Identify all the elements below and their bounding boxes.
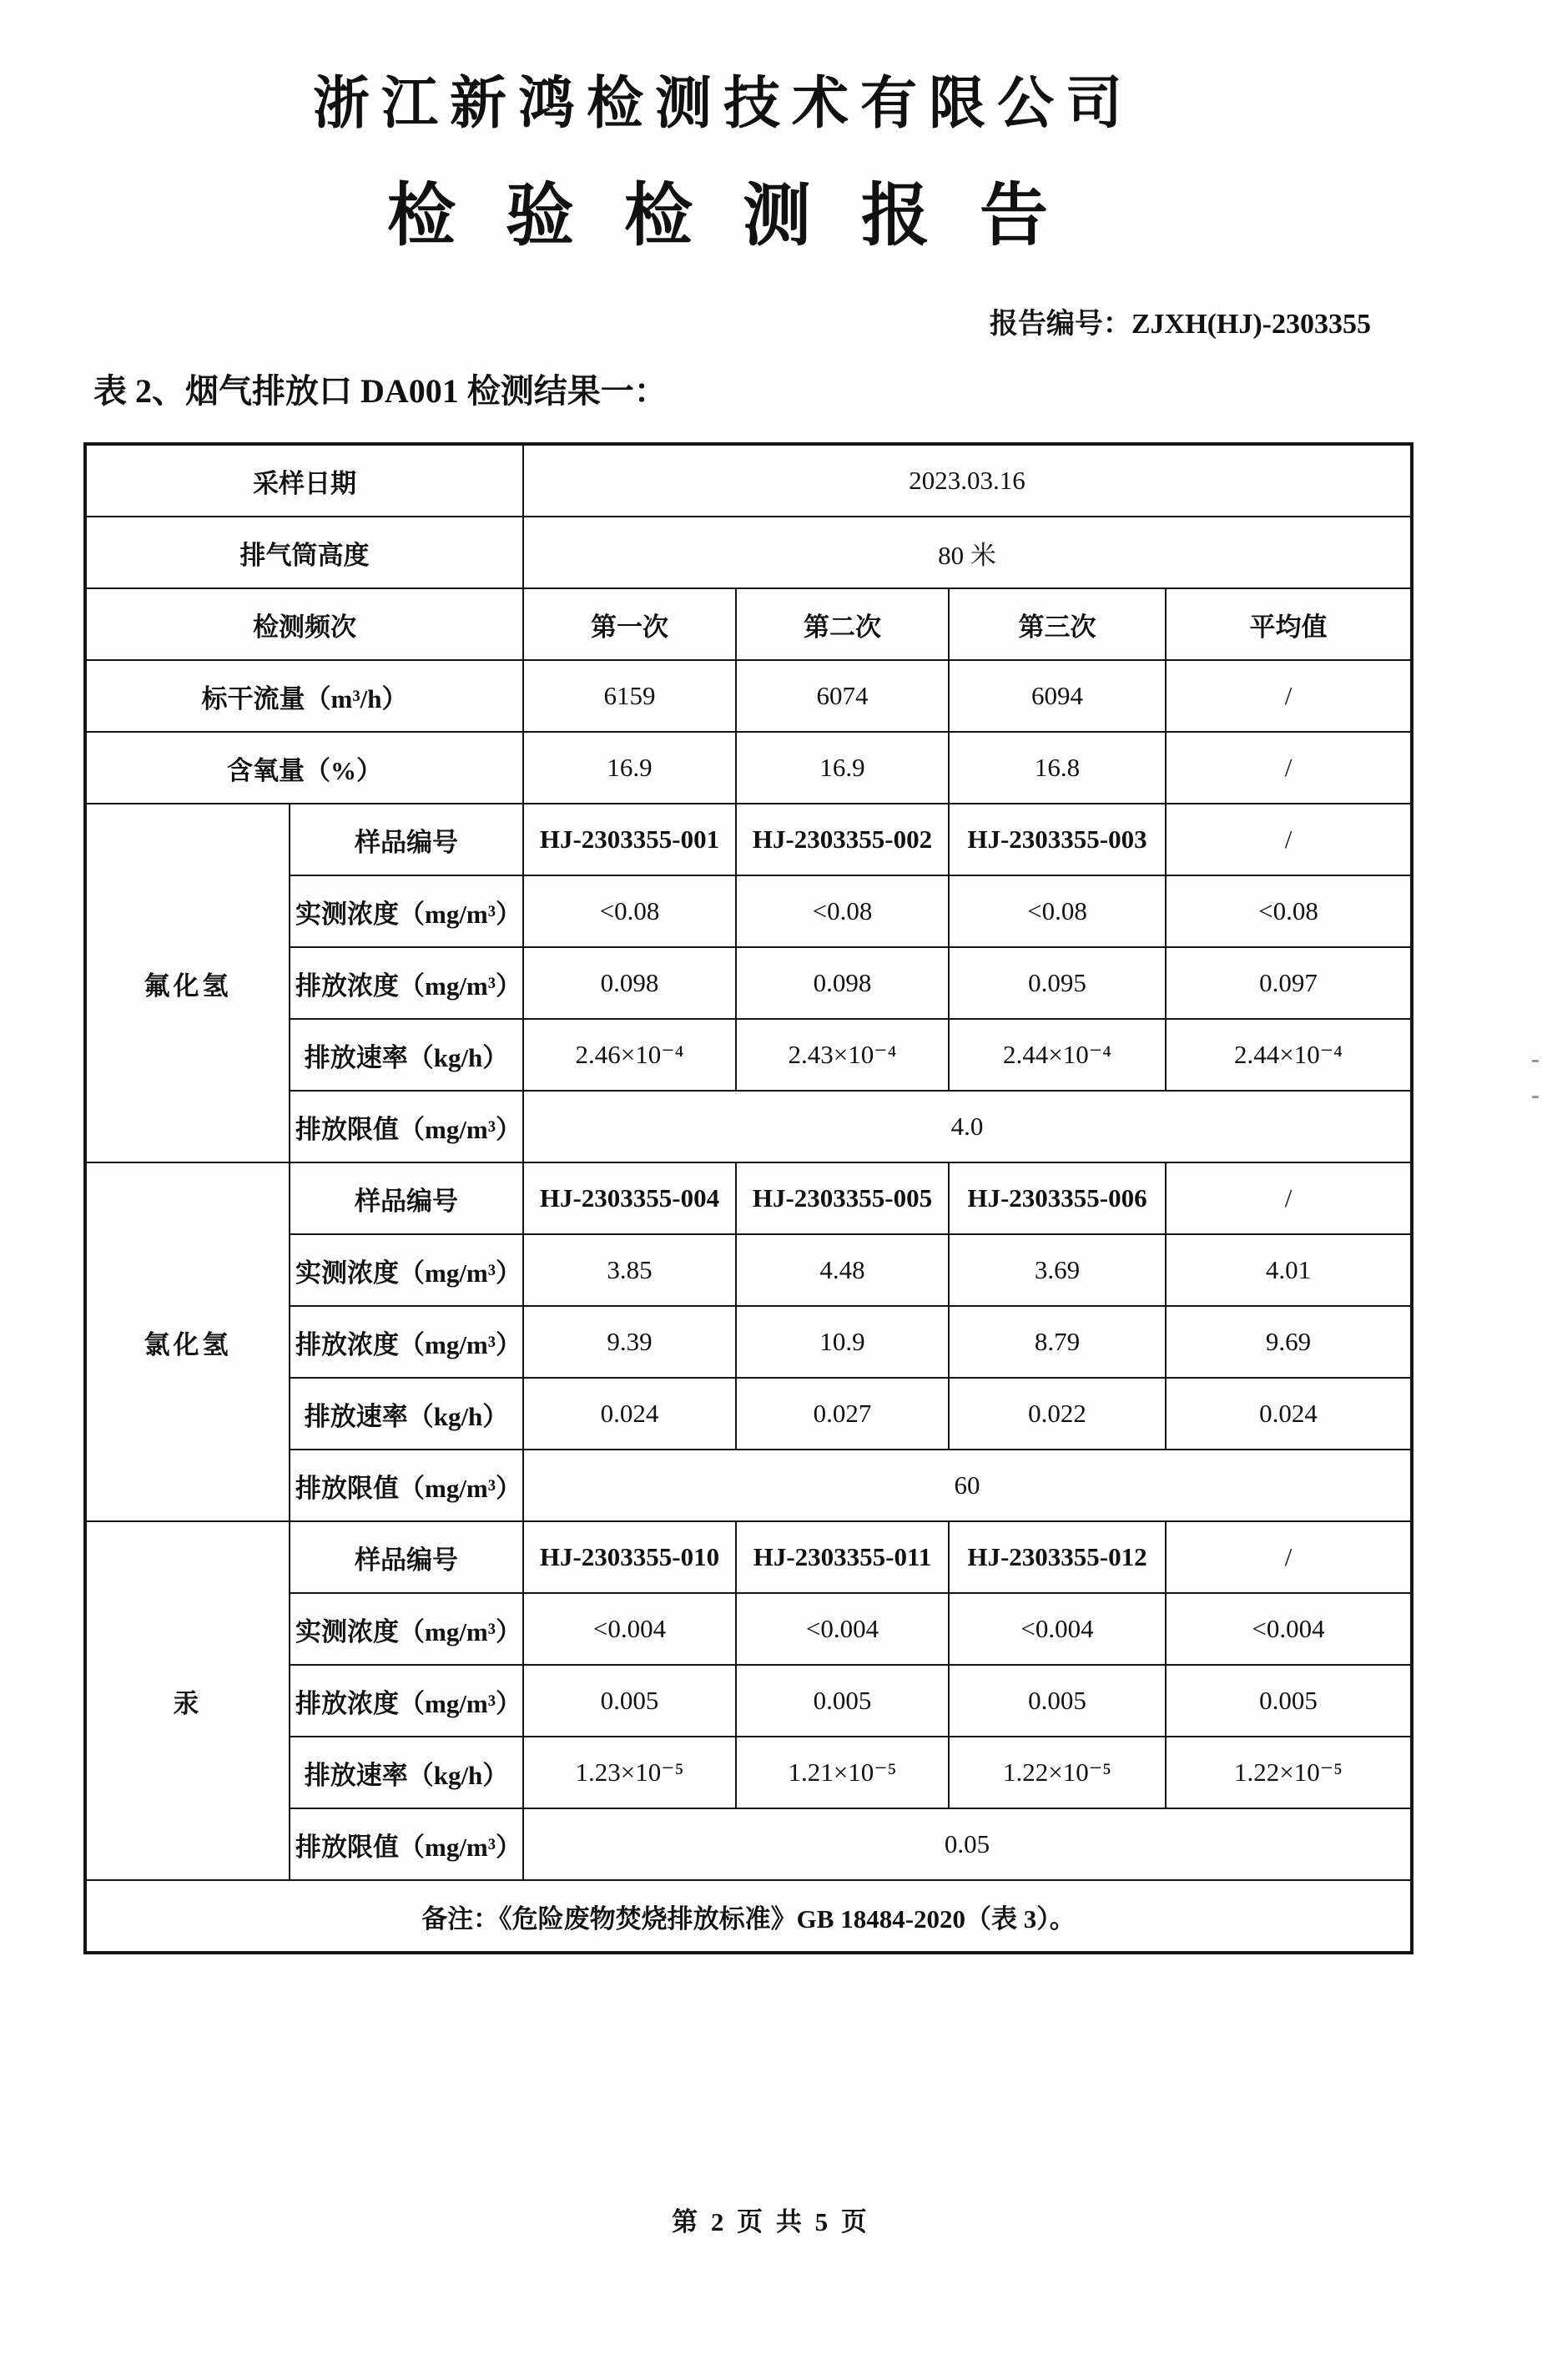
hcl-sample-id-avg: / [1166, 1162, 1412, 1234]
company-name: 浙江新鸿检测技术有限公司 [312, 72, 1134, 135]
hg-sample-id-2: HJ-2303355-011 [736, 1521, 949, 1593]
hf-emission-rate-1: 2.46×10⁻⁴ [523, 1019, 736, 1091]
hg-measured-1: <0.004 [523, 1593, 736, 1665]
hg-emission-rate-label: 排放速率（kg/h） [290, 1737, 523, 1808]
hcl-emission-conc-label: 排放浓度（mg/m³） [290, 1306, 523, 1378]
hf-limit-value: 4.0 [523, 1091, 1412, 1162]
hf-sample-id-1: HJ-2303355-001 [523, 804, 736, 875]
table-row [85, 660, 1412, 732]
hg-emission-conc-avg: 0.005 [1166, 1665, 1412, 1737]
hf-measured-2: <0.08 [736, 875, 949, 947]
hg-emission-rate-3: 1.22×10⁻⁵ [949, 1737, 1166, 1808]
hcl-sample-id-2: HJ-2303355-005 [736, 1162, 949, 1234]
hf-emission-rate-label: 排放速率（kg/h） [290, 1019, 523, 1091]
report-header [0, 0, 1542, 259]
hf-emission-rate-avg: 2.44×10⁻⁴ [1166, 1019, 1412, 1091]
hcl-emission-rate-1: 0.024 [523, 1378, 736, 1450]
hcl-measured-label: 实测浓度（mg/m³） [290, 1234, 523, 1306]
hf-sample-id-avg: / [1166, 804, 1412, 875]
hcl-emission-conc-3: 8.79 [949, 1306, 1166, 1378]
hg-sample-id-label: 样品编号 [290, 1521, 523, 1593]
hg-measured-2: <0.004 [736, 1593, 949, 1665]
hcl-measured-avg: 4.01 [1166, 1234, 1412, 1306]
hcl-emission-conc-1: 9.39 [523, 1306, 736, 1378]
table-row [85, 517, 1412, 588]
hf-measured-1: <0.08 [523, 875, 736, 947]
hf-emission-conc-2: 0.098 [736, 947, 949, 1019]
hcl-sample-id-label: 样品编号 [290, 1162, 523, 1234]
hg-emission-conc-1: 0.005 [523, 1665, 736, 1737]
hf-measured-label: 实测浓度（mg/m³） [290, 875, 523, 947]
hf-emission-conc-1: 0.098 [523, 947, 736, 1019]
hcl-emission-rate-avg: 0.024 [1166, 1378, 1412, 1450]
section-label-hcl: 氯化氢 [85, 1162, 290, 1521]
oxygen-value-avg: / [1166, 732, 1412, 804]
hg-emission-rate-1: 1.23×10⁻⁵ [523, 1737, 736, 1808]
frequency-col-1: 第一次 [523, 588, 736, 660]
hg-emission-conc-3: 0.005 [949, 1665, 1166, 1737]
page-footer: 第 2 页 共 5 页 [672, 2207, 870, 2236]
hg-measured-label: 实测浓度（mg/m³） [290, 1593, 523, 1665]
table-row [85, 804, 1412, 875]
table-row [85, 1162, 1412, 1234]
hf-emission-conc-avg: 0.097 [1166, 947, 1412, 1019]
hcl-emission-rate-label: 排放速率（kg/h） [290, 1378, 523, 1450]
hf-emission-conc-label: 排放浓度（mg/m³） [290, 947, 523, 1019]
frequency-col-4: 平均值 [1166, 588, 1412, 660]
flow-value-1: 6159 [523, 660, 736, 732]
hf-sample-id-label: 样品编号 [290, 804, 523, 875]
table-row [85, 444, 1412, 517]
hcl-emission-conc-2: 10.9 [736, 1306, 949, 1378]
hf-sample-id-2: HJ-2303355-002 [736, 804, 949, 875]
flow-value-3: 6094 [949, 660, 1166, 732]
report-number-value: ZJXH(HJ)-2303355 [1131, 309, 1371, 340]
hg-limit-value: 0.05 [523, 1808, 1412, 1880]
hg-emission-rate-2: 1.21×10⁻⁵ [736, 1737, 949, 1808]
section-label-hf: 氟化氢 [85, 804, 290, 1162]
hf-emission-rate-3: 2.44×10⁻⁴ [949, 1019, 1166, 1091]
hg-measured-avg: <0.004 [1166, 1593, 1412, 1665]
hf-emission-rate-2: 2.43×10⁻⁴ [736, 1019, 949, 1091]
table-row [85, 588, 1412, 660]
frequency-col-3: 第三次 [949, 588, 1166, 660]
scan-artifact [1532, 1060, 1539, 1098]
oxygen-label: 含氧量（%） [85, 732, 523, 804]
table-row [85, 1521, 1412, 1593]
hcl-emission-rate-3: 0.022 [949, 1378, 1166, 1450]
hcl-sample-id-3: HJ-2303355-006 [949, 1162, 1166, 1234]
flow-label: 标干流量（m³/h） [85, 660, 523, 732]
hcl-limit-value: 60 [523, 1450, 1412, 1521]
hf-limit-label: 排放限值（mg/m³） [290, 1091, 523, 1162]
report-title: 检验检测报告 [386, 178, 1098, 254]
hf-measured-avg: <0.08 [1166, 875, 1412, 947]
oxygen-value-1: 16.9 [523, 732, 736, 804]
hg-sample-id-1: HJ-2303355-010 [523, 1521, 736, 1593]
oxygen-value-3: 16.8 [949, 732, 1166, 804]
report-number-line [0, 300, 1542, 341]
hcl-measured-1: 3.85 [523, 1234, 736, 1306]
hg-sample-id-3: HJ-2303355-012 [949, 1521, 1166, 1593]
hcl-measured-2: 4.48 [736, 1234, 949, 1306]
hcl-limit-label: 排放限值（mg/m³） [290, 1450, 523, 1521]
hf-measured-3: <0.08 [949, 875, 1166, 947]
hf-sample-id-3: HJ-2303355-003 [949, 804, 1166, 875]
flow-value-2: 6074 [736, 660, 949, 732]
hcl-sample-id-1: HJ-2303355-004 [523, 1162, 736, 1234]
table-row [85, 732, 1412, 804]
hg-sample-id-avg: / [1166, 1521, 1412, 1593]
frequency-label: 检测频次 [85, 588, 523, 660]
hg-measured-3: <0.004 [949, 1593, 1166, 1665]
hg-emission-conc-2: 0.005 [736, 1665, 949, 1737]
frequency-col-2: 第二次 [736, 588, 949, 660]
flow-value-avg: / [1166, 660, 1412, 732]
table-caption: 表 2、烟气排放口 DA001 检测结果一： [93, 372, 668, 410]
stack-height-value: 80 米 [523, 517, 1412, 588]
hg-emission-conc-label: 排放浓度（mg/m³） [290, 1665, 523, 1737]
oxygen-value-2: 16.9 [736, 732, 949, 804]
sampling-date-value: 2023.03.16 [523, 444, 1412, 517]
stack-height-label: 排气筒高度 [85, 517, 523, 588]
hg-emission-rate-avg: 1.22×10⁻⁵ [1166, 1737, 1412, 1808]
hg-limit-label: 排放限值（mg/m³） [290, 1808, 523, 1880]
hcl-emission-conc-avg: 9.69 [1166, 1306, 1412, 1378]
sampling-date-label: 采样日期 [85, 444, 523, 517]
hcl-emission-rate-2: 0.027 [736, 1378, 949, 1450]
table-note: 备注：《危险废物焚烧排放标准》GB 18484-2020（表 3）。 [85, 1880, 1412, 1953]
results-table [83, 442, 1414, 1954]
section-label-hg: 汞 [85, 1521, 290, 1880]
table-row [85, 1880, 1412, 1953]
report-number-label: 报告编号： [989, 309, 1131, 340]
hf-emission-conc-3: 0.095 [949, 947, 1166, 1019]
hcl-measured-3: 3.69 [949, 1234, 1166, 1306]
